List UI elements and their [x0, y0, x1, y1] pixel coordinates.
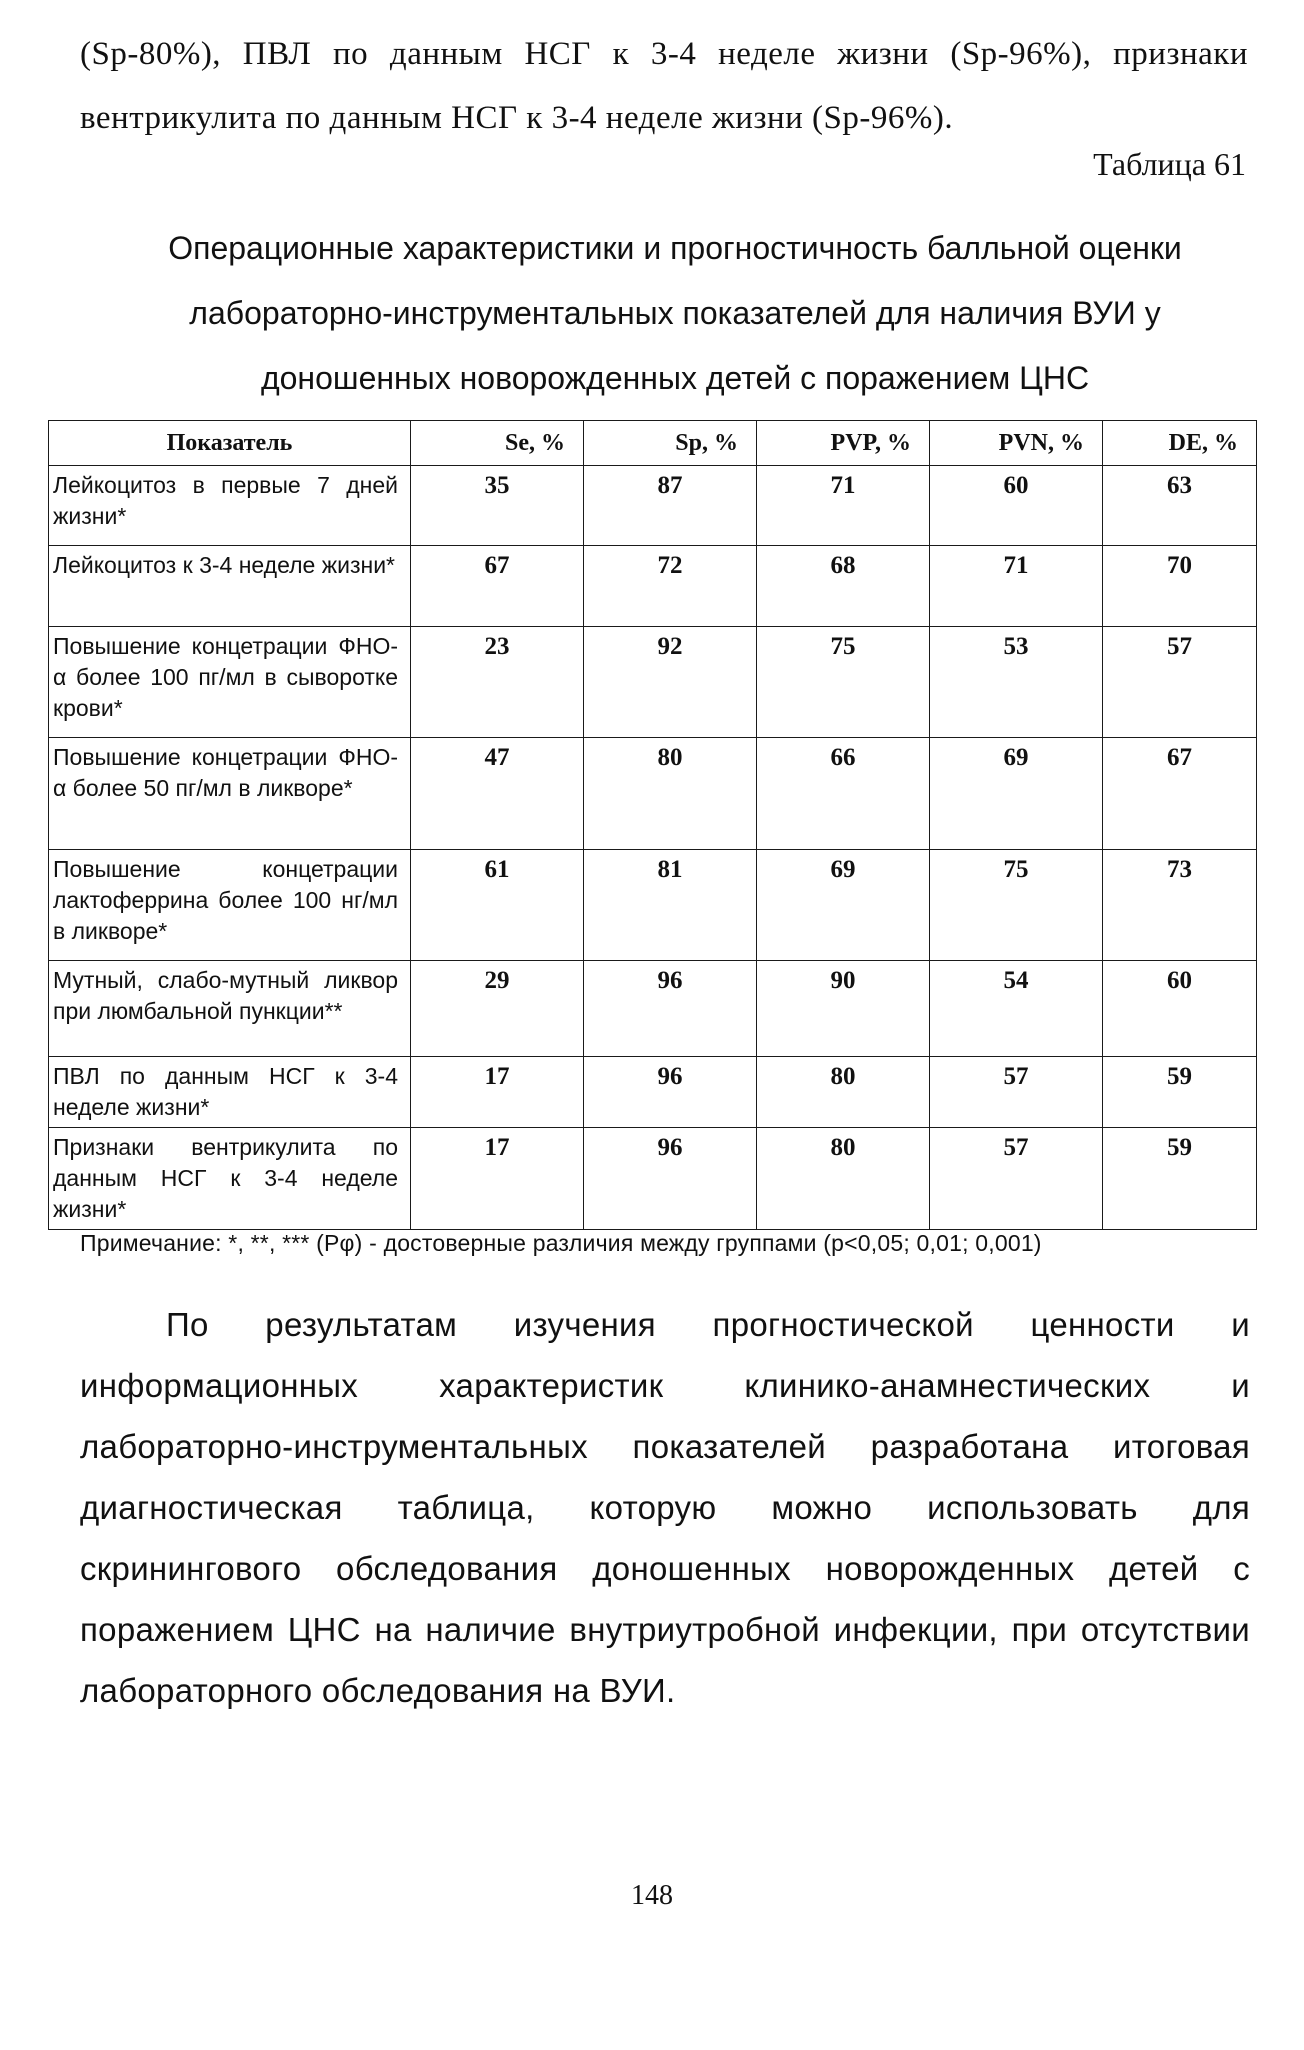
de-cell: 57 [1103, 627, 1257, 738]
de-cell: 73 [1103, 850, 1257, 961]
sp-cell: 92 [584, 627, 757, 738]
pvp-cell: 90 [757, 961, 930, 1057]
table-row [49, 961, 1257, 1057]
sp-cell: 87 [584, 466, 757, 546]
indicator-cell: Повышение концетрации ФНО-α более 100 пг/мл в сыворотке крови* [49, 627, 411, 738]
sp-cell: 96 [584, 1057, 757, 1128]
se-cell: 17 [411, 1128, 584, 1230]
se-cell: 17 [411, 1057, 584, 1128]
pvp-cell: 75 [757, 627, 930, 738]
table-row [49, 466, 1257, 546]
pvp-cell: 80 [757, 1057, 930, 1128]
intro-paragraph: (Sp-80%), ПВЛ по данным НСГ к 3-4 неделе жизни (Sp-96%), признаки вентрикулита по данным НСГ к 3-4 неделе жизни (Sp-96%). [80, 36, 1248, 136]
page-number: 148 [631, 1880, 673, 1911]
pvn-cell: 57 [930, 1128, 1103, 1230]
table-note: Примечание: *, **, *** (Рφ) - достоверные различия между группами (p<0,05; 0,01; 0,001) [80, 1230, 1042, 1256]
indicator-cell: ПВЛ по данным НСГ к 3-4 неделе жизни* [49, 1057, 411, 1128]
se-cell: 23 [411, 627, 584, 738]
pvp-cell: 68 [757, 546, 930, 627]
results-table [48, 420, 1257, 1230]
pvn-cell: 71 [930, 546, 1103, 627]
de-cell: 67 [1103, 738, 1257, 850]
pvn-cell: 54 [930, 961, 1103, 1057]
se-cell: 61 [411, 850, 584, 961]
indicator-cell: Лейкоцитоз к 3-4 неделе жизни* [49, 546, 411, 627]
table-number: Таблица 61 [1093, 146, 1246, 182]
indicator-cell: Повышение концетрации лактоферрина более 100 нг/мл в ликворе* [49, 850, 411, 961]
pvp-cell: 80 [757, 1128, 930, 1230]
table-row [49, 546, 1257, 627]
sp-cell: 81 [584, 850, 757, 961]
sp-cell: 96 [584, 1128, 757, 1230]
header-cell: DE, % [1103, 421, 1257, 466]
table-row [49, 627, 1257, 738]
indicator-cell: Признаки вентрикулита по данным НСГ к 3-4 неделе жизни* [49, 1128, 411, 1230]
table-row [49, 1128, 1257, 1230]
header-cell: Показатель [49, 421, 411, 466]
de-cell: 59 [1103, 1128, 1257, 1230]
pvn-cell: 60 [930, 466, 1103, 546]
table-header-row [49, 421, 1257, 466]
pvn-cell: 75 [930, 850, 1103, 961]
se-cell: 47 [411, 738, 584, 850]
pvp-cell: 66 [757, 738, 930, 850]
indicator-cell: Повышение концетрации ФНО-α более 50 пг/мл в ликворе* [49, 738, 411, 850]
sp-cell: 96 [584, 961, 757, 1057]
indicator-cell: Лейкоцитоз в первые 7 дней жизни* [49, 466, 411, 546]
de-cell: 63 [1103, 466, 1257, 546]
pvn-cell: 57 [930, 1057, 1103, 1128]
se-cell: 35 [411, 466, 584, 546]
pvn-cell: 69 [930, 738, 1103, 850]
header-cell: Se, % [411, 421, 584, 466]
header-cell: PVP, % [757, 421, 930, 466]
table-row [49, 850, 1257, 961]
sp-cell: 80 [584, 738, 757, 850]
pvp-cell: 69 [757, 850, 930, 961]
de-cell: 70 [1103, 546, 1257, 627]
de-cell: 59 [1103, 1057, 1257, 1128]
pvp-cell: 71 [757, 466, 930, 546]
indicator-cell: Мутный, слабо-мутный ликвор при люмбальной пункции** [49, 961, 411, 1057]
pvn-cell: 53 [930, 627, 1103, 738]
header-cell: PVN, % [930, 421, 1103, 466]
se-cell: 29 [411, 961, 584, 1057]
body-paragraph: По результатам изучения прогностической ценности и информационных характеристик клинико-анамнестических и лабораторно-инструментальных показателей разработана итоговая диагностическая таблица, которую можно использовать для скринингового обследования доношенных новорожденных детей с поражением ЦНС на наличие внутриутробной инфекции, при отсутствии лабораторного обследования на ВУИ. [80, 1306, 1250, 1709]
sp-cell: 72 [584, 546, 757, 627]
table-row [49, 1057, 1257, 1128]
header-cell: Sp, % [584, 421, 757, 466]
de-cell: 60 [1103, 961, 1257, 1057]
table-caption: Операционные характеристики и прогностичность балльной оценки лабораторно-инструментальных показателей для наличия ВУИ у доношенных новорожденных детей с поражением ЦНС [168, 230, 1182, 396]
table-row [49, 738, 1257, 850]
se-cell: 67 [411, 546, 584, 627]
